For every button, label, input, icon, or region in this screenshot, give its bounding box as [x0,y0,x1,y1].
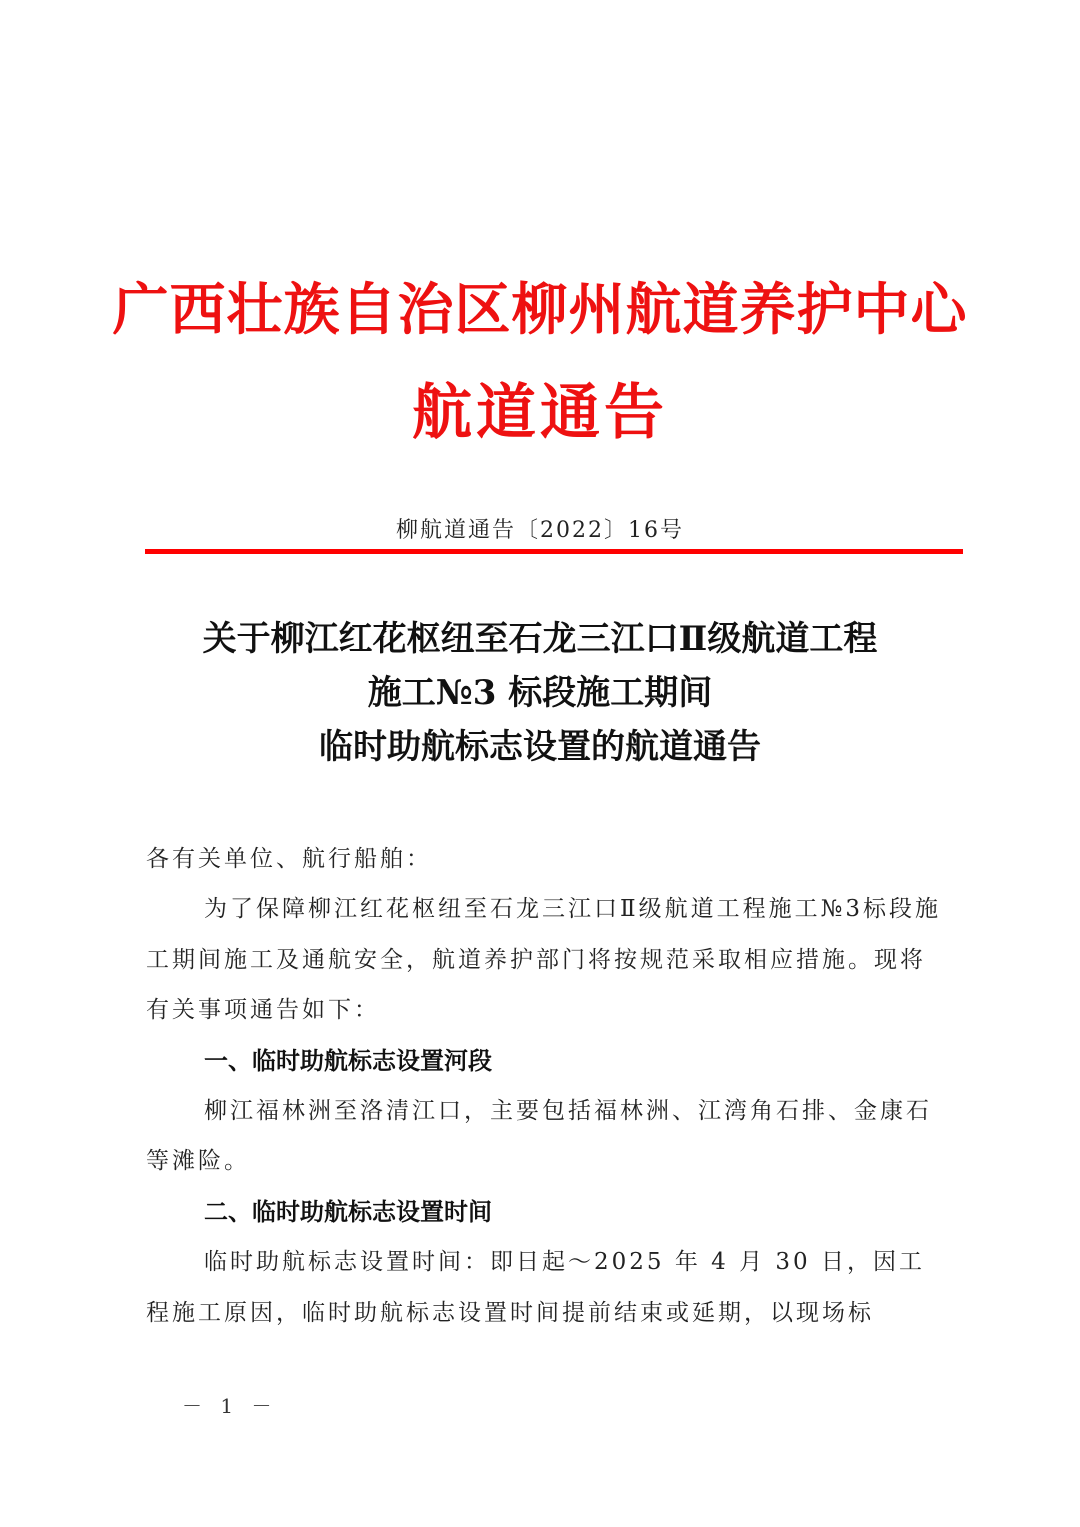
intro-paragraph: 为了保障柳江红花枢纽至石龙三江口Ⅱ级航道工程施工№3标段施工期间施工及通航安全，航道养护部门将按规范采取相应措施。现将有关事项通告如下： [146,896,942,1024]
document-body [146,834,946,1338]
subject-line-1: 关于柳江红花枢纽至石龙三江口Ⅱ级航道工程 [202,619,878,659]
section-2-text: 临时助航标志设置时间：即日起～2025 年 4 月 30 日，因工程施工原因，临时助航标志设置时间提前结束或延期，以现场标 [146,1249,925,1326]
subject-line-3: 临时助航标志设置的航道通告 [319,727,761,767]
salutation: 各有关单位、航行船舶： [146,846,432,872]
subject-line-2: 施工№3 标段施工期间 [367,673,713,713]
section-2-heading: 二、临时助航标志设置时间 [204,1197,492,1226]
subject-title [0,612,1080,774]
section-1-text: 柳江福林洲至洛清江口，主要包括福林洲、江湾角石排、金康石等滩险。 [146,1098,932,1175]
organization-title: 广西壮族自治区柳州航道养护中心 [112,277,968,343]
red-divider-line [145,549,963,554]
document-number: 柳航道通告〔2022〕16号 [396,518,684,543]
section-1-heading: 一、临时助航标志设置河段 [204,1046,492,1075]
page-number: － 1 － [182,1394,278,1418]
document-type-title: 航道通告 [412,378,668,448]
